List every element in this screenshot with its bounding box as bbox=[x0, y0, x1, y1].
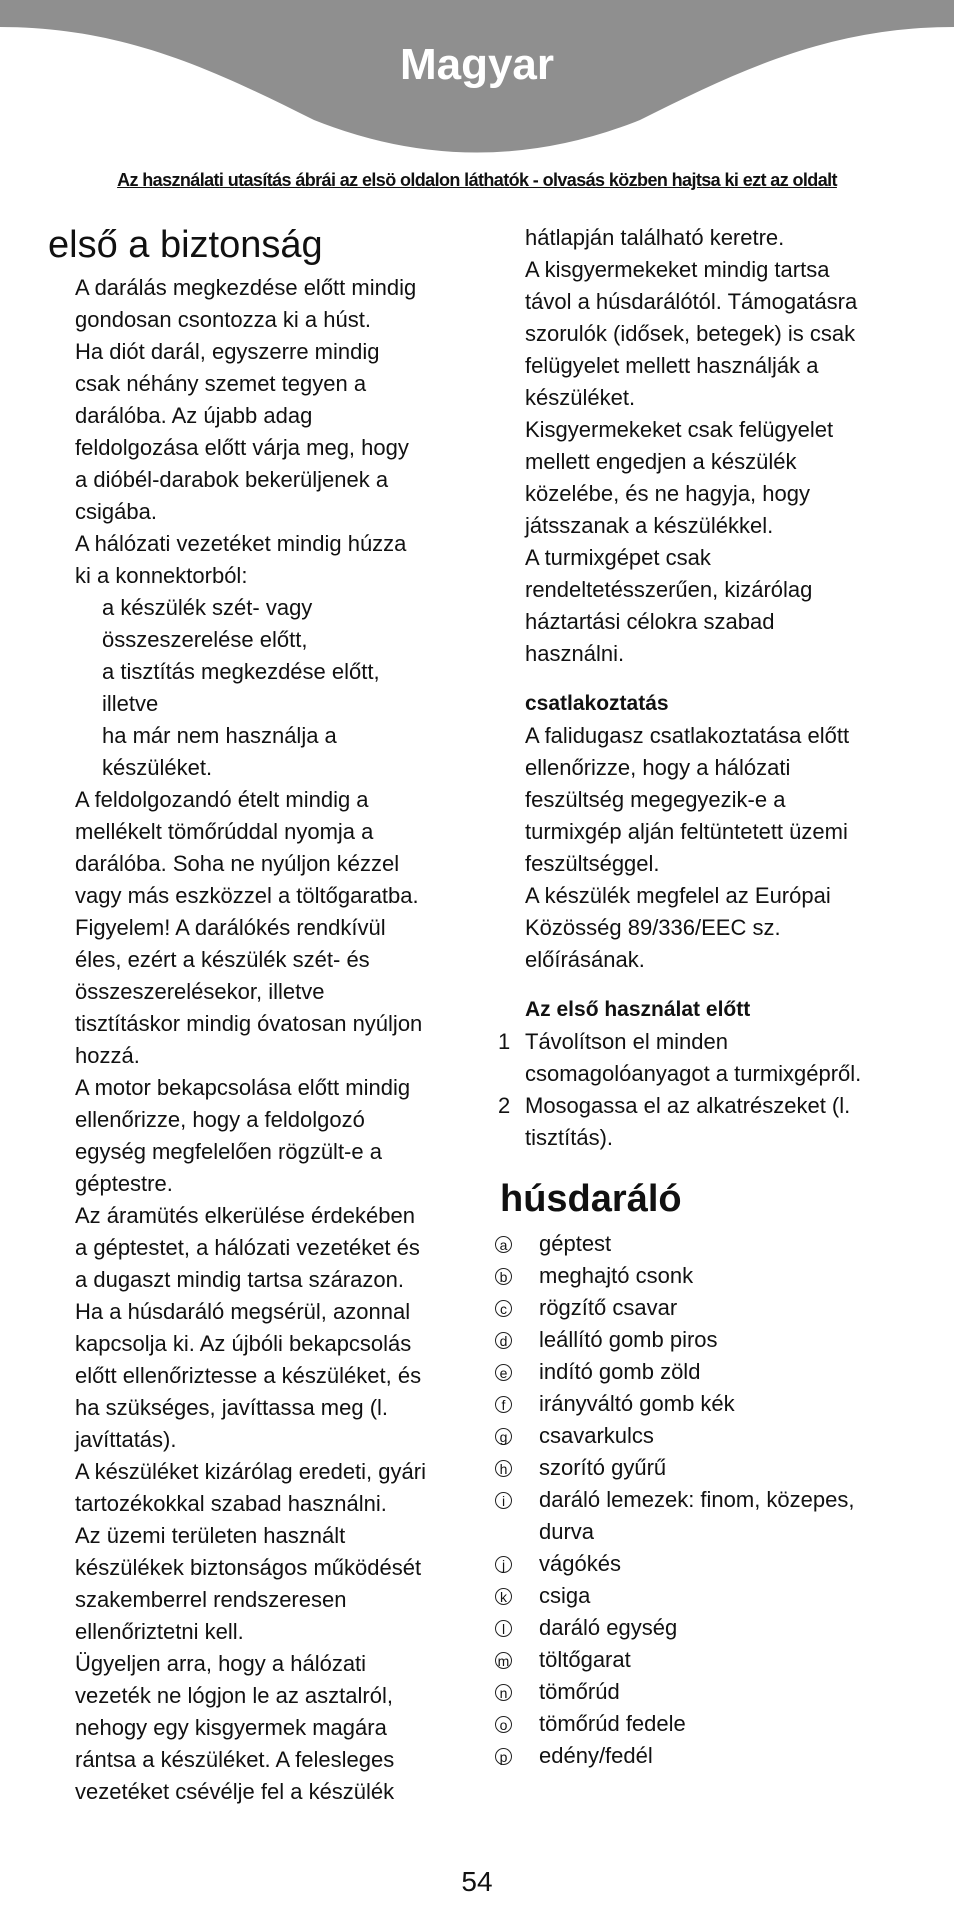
part-label: tömőrúd fedele bbox=[539, 1711, 686, 1736]
part-item bbox=[495, 1324, 945, 1356]
step-text: Távolítson el minden csomagolóanyagot a turmixgépről. bbox=[525, 1029, 862, 1086]
part-label: vágókés bbox=[539, 1551, 621, 1576]
connection-text: A falidugasz csatlakoztatása előtt ellenőrizze, hogy a hálózati feszültség megegyezik-e a turmixgép alján feltüntetett üzemi feszültséggel. A készülék megfelel az Európai Közösség 89/336/EEC sz. előírásának. bbox=[525, 723, 850, 972]
part-label: edény/fedél bbox=[539, 1743, 653, 1768]
part-label: rögzítő csavar bbox=[539, 1295, 678, 1320]
part-label: géptest bbox=[539, 1231, 612, 1256]
part-item bbox=[495, 1548, 945, 1580]
part-label: szorító gyűrű bbox=[539, 1455, 667, 1480]
part-label: csavarkulcs bbox=[539, 1423, 654, 1448]
parts-list bbox=[497, 1228, 945, 1772]
part-letter-icon: i bbox=[495, 1492, 512, 1509]
part-label: irányváltó gomb kék bbox=[539, 1391, 735, 1416]
right-column bbox=[497, 222, 945, 1772]
part-letter-icon: o bbox=[495, 1716, 512, 1733]
safety-paragraph-3: hátlapján található keretre. A kisgyermekeket mindig tartsa távol a húsdarálótól. Támogatásra szorulók (idősek, betegek) is csak felügyelet mellett használják a készüléket. Kisgyermekeket csak felügyelet mellett engedjen a készülék közelébe, és ne hagyja, hogy játsszanak a készülékkel. A turmixgépet csak rendeltetésszerűen, kizárólag háztartási célokra szabad használni. bbox=[525, 225, 858, 666]
safety-sub-item: a készülék szét- vagy összeszerelése előtt, bbox=[102, 595, 313, 652]
part-letter-icon: k bbox=[495, 1588, 512, 1605]
step-number: 1 bbox=[498, 1029, 511, 1054]
part-item bbox=[495, 1292, 945, 1324]
part-label: tömőrúd bbox=[539, 1679, 620, 1704]
part-letter-icon: m bbox=[495, 1652, 512, 1669]
first-use-step bbox=[498, 1090, 945, 1154]
part-letter-icon: f bbox=[495, 1396, 512, 1413]
safety-paragraph-2: A feldolgozandó ételt mindig a mellékelt tömőrúddal nyomja a darálóba. Soha ne nyúljon kézzel vagy más eszközzel a töltőgaratba. Figyelem! A darálókés rendkívül éles, ezért a készülék szét- és összeszerelésekor, illetve tisztításkor mindig óvatosan nyúljon hozzá. A motor bekapcsolása előtt mindig ellenőrizze, hogy a feldolgozó egység megfelelően rögzült-e a géptestre. Az áramütés elkerülése érdekében a géptestet, a hálózati vezetéket és a dugaszt mindig tartsa szárazon. Ha a húsdaráló megsérül, azonnal kapcsolja ki. Az újbóli bekapcsolás előtt ellenőriztesse a készüléket, és ha szükséges, javíttassa meg (l. javíttatás). A készüléket kizárólag eredeti, gyári tartozékokkal szabad használni. Az üzemi területen használt készülékek biztonságos működését szakemberrel rendszeresen ellenőriztetni kell. Ügyeljen arra, hogy a hálózati vezeték ne lógjon le az asztalról, nehogy egy kisgyermek magára rántsa a készüléket. A felesleges vezetéket csévélje fel a készülék bbox=[75, 787, 426, 1804]
part-item bbox=[495, 1740, 945, 1772]
left-column bbox=[48, 222, 468, 1808]
step-number: 2 bbox=[498, 1093, 511, 1118]
connection-heading: csatlakoztatás bbox=[525, 692, 669, 715]
part-letter-icon: g bbox=[495, 1428, 512, 1445]
part-letter-icon: p bbox=[495, 1748, 512, 1765]
part-item bbox=[495, 1644, 945, 1676]
part-item bbox=[495, 1612, 945, 1644]
part-item bbox=[495, 1452, 945, 1484]
part-label: leállító gomb piros bbox=[539, 1327, 718, 1352]
part-letter-icon: c bbox=[495, 1300, 512, 1317]
part-item bbox=[495, 1356, 945, 1388]
part-item bbox=[495, 1388, 945, 1420]
part-item bbox=[495, 1260, 945, 1292]
safety-paragraph-1: A darálás megkezdése előtt mindig gondosan csontozza ki a húst. Ha diót darál, egyszerre mindig csak néhány szemet tegyen a darálóba. Az újabb adag feldolgozása előtt várja meg, hogy a dióbél-darabok bekerüljenek a csigába. A hálózati vezetéket mindig húzza ki a konnektorból: bbox=[75, 275, 417, 588]
part-label: töltőgarat bbox=[539, 1647, 631, 1672]
part-letter-icon: j bbox=[495, 1556, 512, 1573]
part-item bbox=[495, 1484, 945, 1548]
part-item bbox=[495, 1580, 945, 1612]
part-label: csiga bbox=[539, 1583, 591, 1608]
part-label: daráló egység bbox=[539, 1615, 678, 1640]
part-item bbox=[495, 1708, 945, 1740]
part-label: meghajtó csonk bbox=[539, 1263, 694, 1288]
part-letter-icon: l bbox=[495, 1620, 512, 1637]
first-use-step bbox=[498, 1026, 945, 1090]
page-number: 54 bbox=[461, 1866, 493, 1897]
part-letter-icon: b bbox=[495, 1268, 512, 1285]
safety-heading: első a biztonság bbox=[48, 224, 323, 266]
first-use-heading: Az első használat előtt bbox=[525, 998, 751, 1021]
part-item bbox=[495, 1420, 945, 1452]
page-subtitle: Az használati utasítás ábrái az elsö oldalon láthatók - olvasás közben hajtsa ki ezt az oldalt bbox=[117, 170, 837, 190]
part-letter-icon: h bbox=[495, 1460, 512, 1477]
part-item bbox=[495, 1676, 945, 1708]
part-letter-icon: e bbox=[495, 1364, 512, 1381]
safety-sub-item: a tisztítás megkezdése előtt, illetve bbox=[102, 659, 380, 716]
part-letter-icon: d bbox=[495, 1332, 512, 1349]
part-letter-icon: n bbox=[495, 1684, 512, 1701]
page-title: Magyar bbox=[399, 40, 555, 89]
part-label: indító gomb zöld bbox=[539, 1359, 701, 1384]
mincer-heading: húsdaráló bbox=[500, 1178, 682, 1220]
safety-sub-item: ha már nem használja a készüléket. bbox=[102, 723, 337, 780]
step-text: Mosogassa el az alkatrészeket (l. tisztítás). bbox=[525, 1093, 851, 1150]
part-item bbox=[495, 1228, 945, 1260]
part-label: daráló lemezek: finom, közepes, durva bbox=[539, 1487, 855, 1544]
part-letter-icon: a bbox=[495, 1236, 512, 1253]
